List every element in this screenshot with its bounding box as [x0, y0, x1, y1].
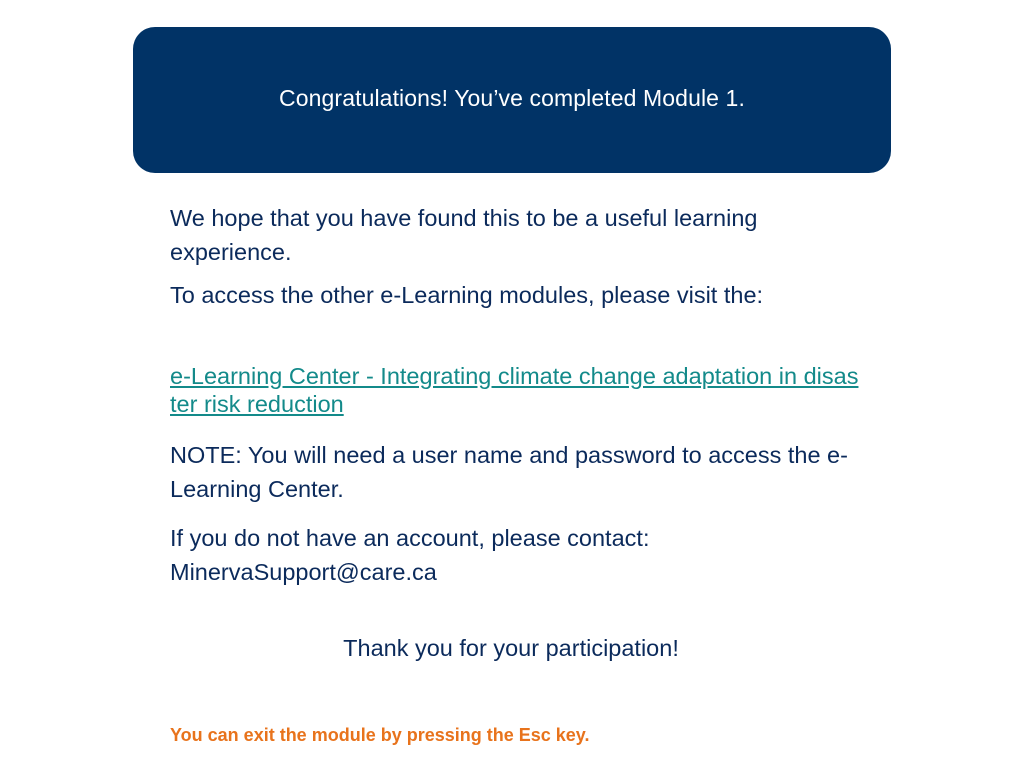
banner-title: Congratulations! You’ve completed Module 1.	[279, 84, 745, 111]
elearning-center-link[interactable]: e-Learning Center - Integrating climate change adaptation in disaster risk reduction	[170, 363, 859, 417]
completion-banner	[133, 27, 891, 173]
exit-hint: You can exit the module by pressing the Esc key.	[170, 725, 590, 745]
thank-you-message: Thank you for your participation!	[343, 635, 679, 661]
access-instruction: To access the other e-Learning modules, please visit the:	[170, 282, 764, 308]
contact-paragraph: If you do not have an account, please contact: MinervaSupport@care.ca	[170, 525, 650, 585]
intro-paragraph: We hope that you have found this to be a useful learning experience.	[170, 205, 758, 265]
login-note: NOTE: You will need a user name and password to access the e-Learning Center.	[170, 442, 848, 502]
